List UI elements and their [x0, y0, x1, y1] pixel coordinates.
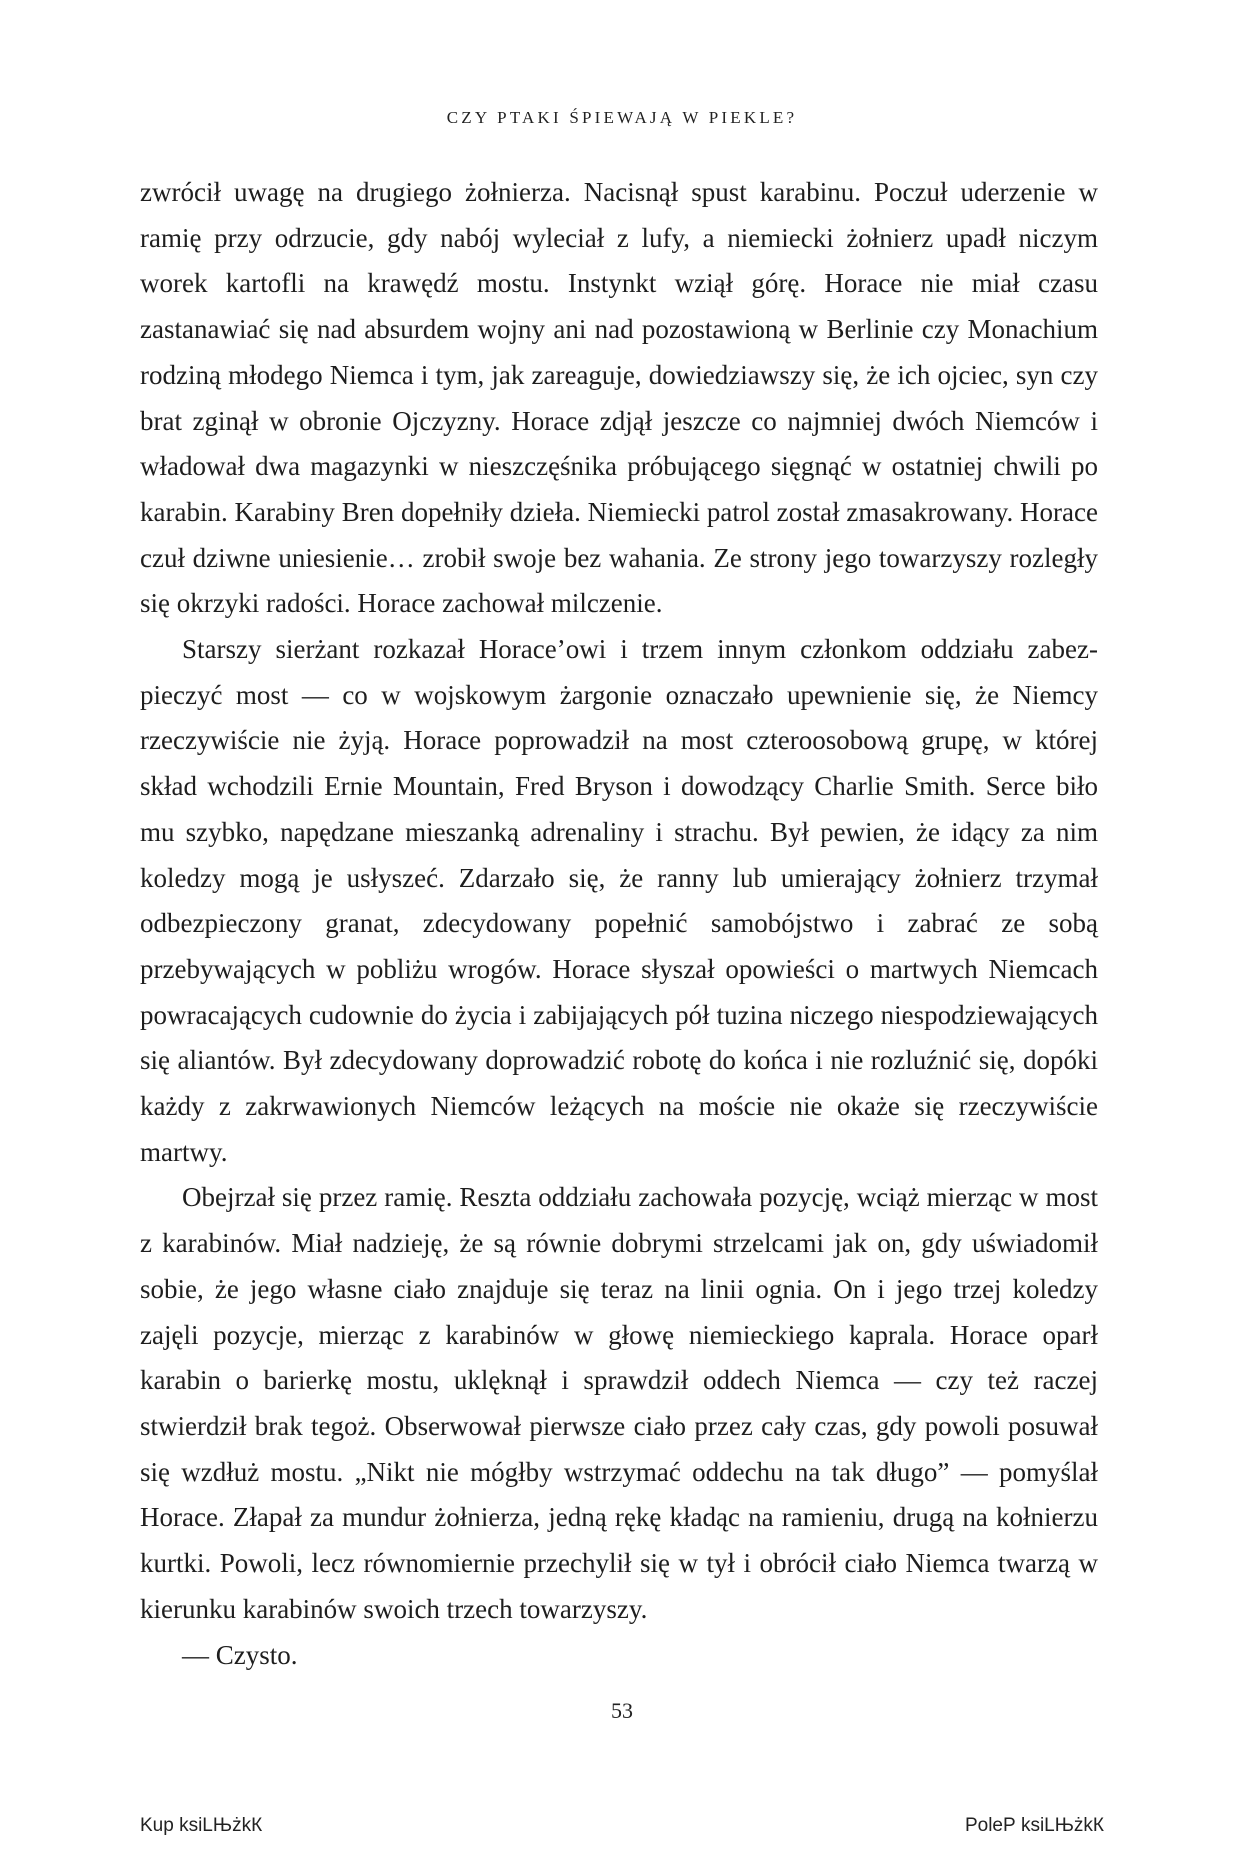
running-head: CZY PTAKI ŚPIEWAJĄ W PIEKLE?	[446, 108, 798, 127]
buy-book-link[interactable]: Kup ksiLЊżkК	[140, 1815, 263, 1836]
text-block	[140, 170, 1098, 1678]
paragraph: Starszy sierżant rozkazał Horace’owi i trzem innym członkom oddziału zabezpieczyć most — co w wojskowym żargonie oznaczało upewnienie się, że Niemcy rzeczywiście nie żyją. Horace poprowadził na most czteroosobową grupę, w której skład wchodzili Ernie Mountain, Fred Bryson i dowodzący Charlie Smith. Serce biło mu szybko, napędzane mieszanką adrenaliny i strachu. Był pewien, że idący za nim koledzy mogą je usłyszeć. Zdarzało się, że ranny lub umierający żołnierz trzymał odbezpieczony granat, zdecydowany popełnić samobójstwo i zabrać ze sobą przebywających w pobliżu wrogów. Horace słyszał opowieści o martwych Niemcach powracających cudownie do życia i zabijających pół tuzina niczego niespodziewających się aliantów. Był zdecydowany doprowadzić robotę do końca i nie rozluźnić się, dopóki każdy z zakrwawionych Niemców leżących na moście nie okaże się rzeczywiście martwy.	[140, 634, 1098, 1167]
recommend-book-link[interactable]: PoleР ksiLЊżkК	[964, 1815, 1104, 1836]
paragraph: Obejrzał się przez ramię. Reszta oddziału zachowała pozycję, wciąż mierząc w most z karabinów. Miał nadzieję, że są równie dobrymi strzelcami jak on, gdy uświadomił sobie, że jego własne ciało znajduje się teraz na linii ognia. On i jego trzej koledzy zajęli pozycje, mierząc z karabinów w głowę niemieckiego kaprala. Horace oparł karabin o barierkę mostu, uklęknął i sprawdził oddech Niemca — czy też raczej stwierdził brak tegoż. Obserwował pierwsze ciało przez cały czas, gdy powoli posuwał się wzdłuż mostu. „Nikt nie mógłby wstrzymać oddechu na tak długo” — pomyślał Horace. Złapał za mundur żołnierza, jedną rękę kładąc na ramieniu, drugą na kołnierzu kurtki. Powoli, lecz równomiernie przechylił się w tył i obrócił ciało Niemca twarzą w kierunku karabinów swoich trzech towarzyszy.	[140, 1182, 1098, 1624]
paragraph: — Czysto.	[182, 1639, 298, 1670]
page-number: 53	[611, 1698, 633, 1723]
paragraph: zwrócił uwagę na drugiego żołnierza. Nacisnął spust karabinu. Poczuł uderzenie w ramię przy odrzucie, gdy nabój wyleciał z lufy, a niemiecki żołnierz upadł niczym worek kartofli na krawędź mostu. Instynkt wziął górę. Horace nie miał czasu zastanawiać się nad absurdem wojny ani nad pozostawioną w Berlinie czy Monachium rodziną młodego Niemca i tym, jak zareaguje, dowiedziawszy się, że ich ojciec, syn czy brat zginął w obronie Ojczyzny. Horace zdjął jeszcze co najmniej dwóch Niemców i władował dwa magazynki w nieszczęśnika próbującego sięgnąć w ostatniej chwili po karabin. Karabiny Bren dopełniły dzieła. Niemiecki patrol został zmasakrowany. Horace czuł dziwne uniesienie… zrobił swoje bez wahania. Ze strony jego towarzyszy rozległy się okrzyki radości. Horace zachował milczenie.	[140, 177, 1098, 619]
